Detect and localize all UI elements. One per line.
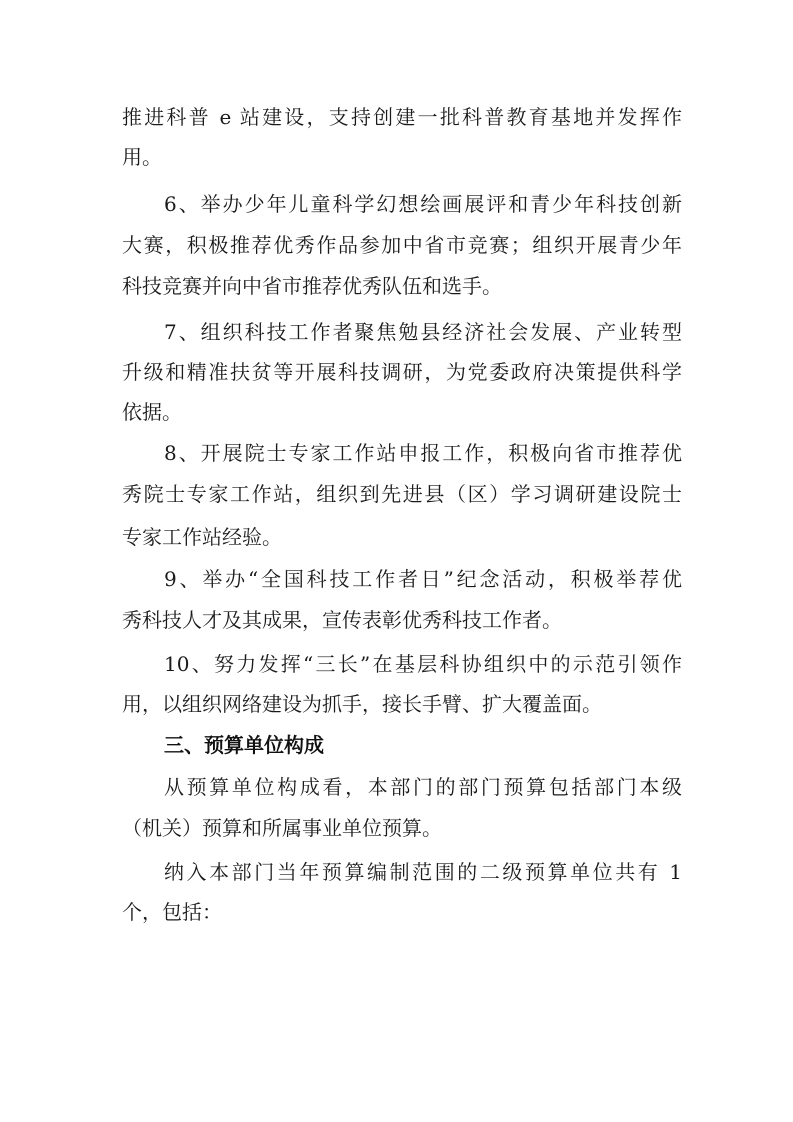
- paragraph-line: 依据。: [122, 400, 182, 424]
- paragraph-line: 秀院士专家工作站，组织到先进县（区）学习调研建设院士: [122, 482, 682, 506]
- paragraph-line: 用。: [122, 145, 162, 169]
- paragraph-line: 升级和精准扶贫等开展科技调研，为党委政府决策提供科学: [122, 360, 682, 384]
- paragraph-line: 纳入本部门当年预算编制范围的二级预算单位共有 1: [164, 860, 682, 884]
- paragraph-line: 7、组织科技工作者聚焦勉县经济社会发展、产业转型: [164, 320, 682, 344]
- paragraph-line: 用，以组织网络建设为抓手，接长手臂、扩大覆盖面。: [122, 692, 602, 716]
- paragraph-line: 10、努力发挥“三长”在基层科协组织中的示范引领作: [164, 652, 682, 676]
- paragraph-line: 专家工作站经验。: [122, 525, 282, 549]
- paragraph-line: 科技竞赛并向中省市推荐优秀队伍和选手。: [122, 274, 502, 298]
- paragraph-line: 8、开展院士专家工作站申报工作，积极向省市推荐优: [164, 441, 682, 465]
- paragraph-line: 个，包括：: [122, 900, 222, 924]
- paragraph-line: （机关）预算和所属事业单位预算。: [122, 816, 442, 840]
- paragraph-line: 推进科普 e 站建设，支持创建一批科普教育基地并发挥作: [122, 105, 682, 129]
- paragraph-line: 从预算单位构成看，本部门的部门预算包括部门本级: [164, 775, 682, 799]
- paragraph-line: 秀科技人才及其成果，宣传表彰优秀科技工作者。: [122, 608, 562, 632]
- paragraph-line: 9、举办“全国科技工作者日”纪念活动，积极举荐优: [164, 567, 682, 591]
- paragraph-line: 大赛，积极推荐优秀作品参加中省市竞赛；组织开展青少年: [122, 233, 682, 257]
- paragraph-line: 6、举办少年儿童科学幻想绘画展评和青少年科技创新: [164, 192, 682, 216]
- section-heading: 三、预算单位构成: [164, 733, 324, 757]
